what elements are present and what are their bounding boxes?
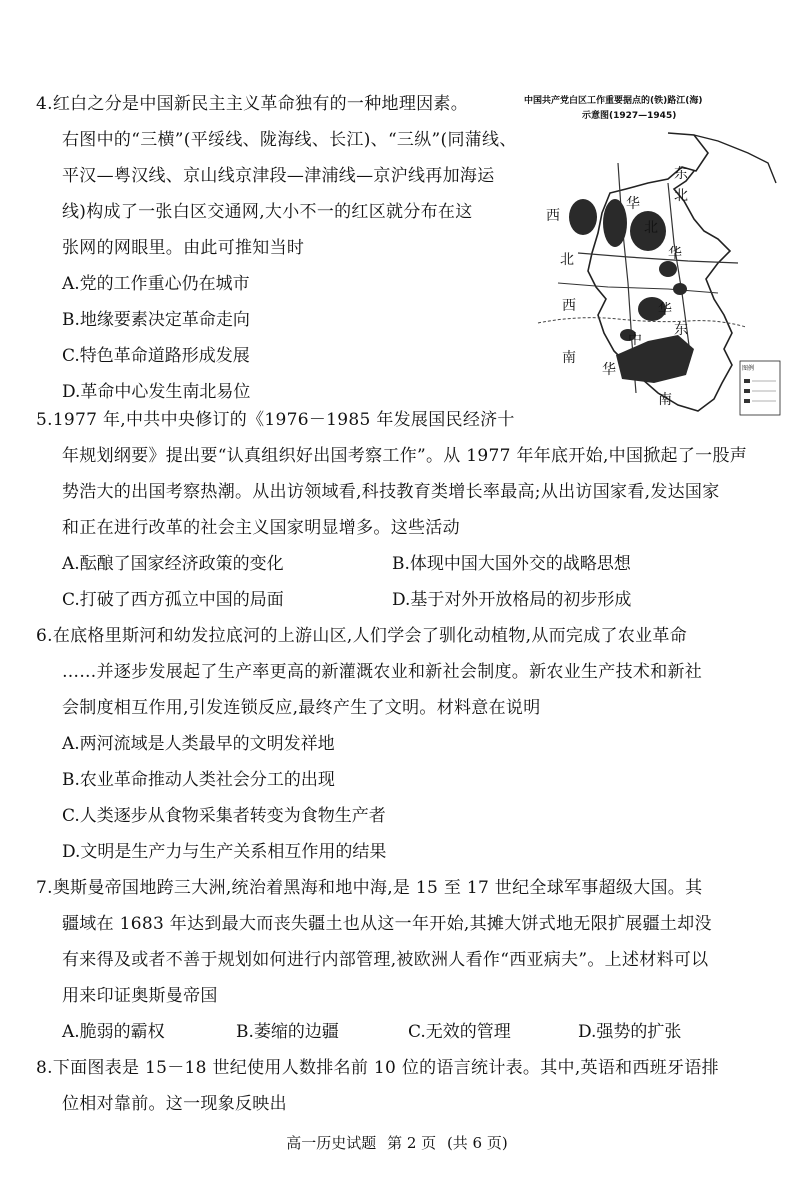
q5-line: 5.1977 年,中共中央修订的《1976－1985 年发展国民经济十 <box>36 410 515 430</box>
q5-option-c: C.打破了西方孤立中国的局面 <box>62 590 284 610</box>
q7-line: 7.奥斯曼帝国地跨三大洲,统治着黑海和地中海,是 15 至 17 世纪全球军事超级大国。其 <box>36 878 703 898</box>
map-legend-title: 图例 <box>742 365 755 372</box>
q5-line: 势浩大的出国考察热潮。从出访领域看,科技教育类增长率最高;从出访国家看,发达国家 <box>62 482 720 502</box>
q4-option-d: D.革命中心发生南北易位 <box>62 382 251 402</box>
red-area <box>673 283 687 295</box>
q7-line: 疆域在 1683 年达到最大而丧失疆土也从这一年开始,其摊大饼式地无限扩展疆土却没 <box>62 914 712 934</box>
map-label: 北 <box>560 252 574 268</box>
q4-line: 平汉—粤汉线、京山线京津段—津浦线—京沪线再加海运 <box>62 166 495 186</box>
q8-line: 8.下面图表是 15－18 世纪使用人数排名前 10 位的语言统计表。其中,英语和西班牙语排 <box>36 1058 719 1078</box>
map-label: 华 <box>626 196 640 212</box>
legend-swatch <box>744 379 750 383</box>
q4-option-c: C.特色革命道路形成发展 <box>62 346 250 366</box>
legend-swatch <box>744 389 750 393</box>
map-title: 中国共产党白区工作重要据点的(铁)路江(海) <box>524 96 703 106</box>
q4-line: 4.红白之分是中国新民主主义革命独有的一种地理因素。 <box>36 94 469 114</box>
map-label: 南 <box>562 350 576 366</box>
map-label: 东 <box>674 322 688 338</box>
legend-swatch <box>744 399 750 403</box>
map-label: 中 <box>628 332 642 348</box>
map-label: 华 <box>602 362 616 378</box>
q6-option-d: D.文明是生产力与生产关系相互作用的结果 <box>62 842 387 862</box>
q7-option-d: D.强势的扩张 <box>578 1022 682 1042</box>
map-label: 西 <box>546 208 560 224</box>
map-label: 东 <box>674 166 688 182</box>
q6-option-b: B.农业革命推动人类社会分工的出现 <box>62 770 335 790</box>
red-area <box>659 261 677 277</box>
map-river <box>538 318 746 327</box>
q8-line: 位相对靠前。这一现象反映出 <box>62 1094 287 1114</box>
q5-line: 年规划纲要》提出要“认真组织好出国考察工作”。从 1977 年年底开始,中国掀起了一股声 <box>62 446 748 466</box>
red-area <box>569 199 597 235</box>
q6-line: 会制度相互作用,引发连锁反应,最终产生了文明。材料意在说明 <box>62 698 541 718</box>
map-railway <box>578 253 738 263</box>
white-area-map-figure <box>518 93 786 418</box>
page-footer <box>0 1132 794 1153</box>
footer-page: 第 2 页 <box>387 1134 437 1152</box>
map-railway <box>558 283 718 293</box>
red-area <box>603 199 627 247</box>
footer-title: 高一历史试题 <box>286 1134 377 1152</box>
map-label: 北 <box>674 188 688 204</box>
footer-total: (共 6 页) <box>446 1134 508 1152</box>
map-label: 南 <box>658 392 672 408</box>
q4-line: 张网的网眼里。由此可推知当时 <box>62 238 305 258</box>
q6-option-c: C.人类逐步从食物采集者转变为食物生产者 <box>62 806 386 826</box>
q4-line: 线)构成了一张白区交通网,大小不一的红区就分布在这 <box>62 202 473 222</box>
q5-option-d: D.基于对外开放格局的初步形成 <box>392 590 632 610</box>
map-label: 华 <box>658 302 672 318</box>
q4-option-a: A.党的工作重心仍在城市 <box>62 274 250 294</box>
map-label: 北 <box>644 220 658 236</box>
q4-line: 右图中的“三横”(平绥线、陇海线、长江)、“三纵”(同蒲线、 <box>62 130 517 150</box>
map-label: 华 <box>668 246 682 262</box>
map-subtitle: 示意图(1927—1945) <box>582 111 677 121</box>
q6-line: ……并逐步发展起了生产率更高的新灌溉农业和新社会制度。新农业生产技术和新社 <box>62 662 703 682</box>
map-label: 西 <box>562 298 576 314</box>
q6-line: 6.在底格里斯河和幼发拉底河的上游山区,人们学会了驯化动植物,从而完成了农业革命 <box>36 626 688 646</box>
q4-option-b: B.地缘要素决定革命走向 <box>62 310 250 330</box>
q6-option-a: A.两河流域是人类最早的文明发祥地 <box>62 734 335 754</box>
map-coast <box>694 135 776 183</box>
q7-option-a: A.脆弱的霸权 <box>62 1022 165 1042</box>
q7-line: 有来得及或者不善于规划如何进行内部管理,被欧洲人看作“西亚病夫”。上述材料可以 <box>62 950 709 970</box>
q7-option-c: C.无效的管理 <box>408 1022 511 1042</box>
q7-line: 用来印证奥斯曼帝国 <box>62 986 218 1006</box>
q5-option-a: A.酝酿了国家经济政策的变化 <box>62 554 284 574</box>
q7-option-b: B.萎缩的边疆 <box>236 1022 339 1042</box>
q5-line: 和正在进行改革的社会主义国家明显增多。这些活动 <box>62 518 460 538</box>
q5-option-b: B.体现中国大国外交的战略思想 <box>392 554 631 574</box>
